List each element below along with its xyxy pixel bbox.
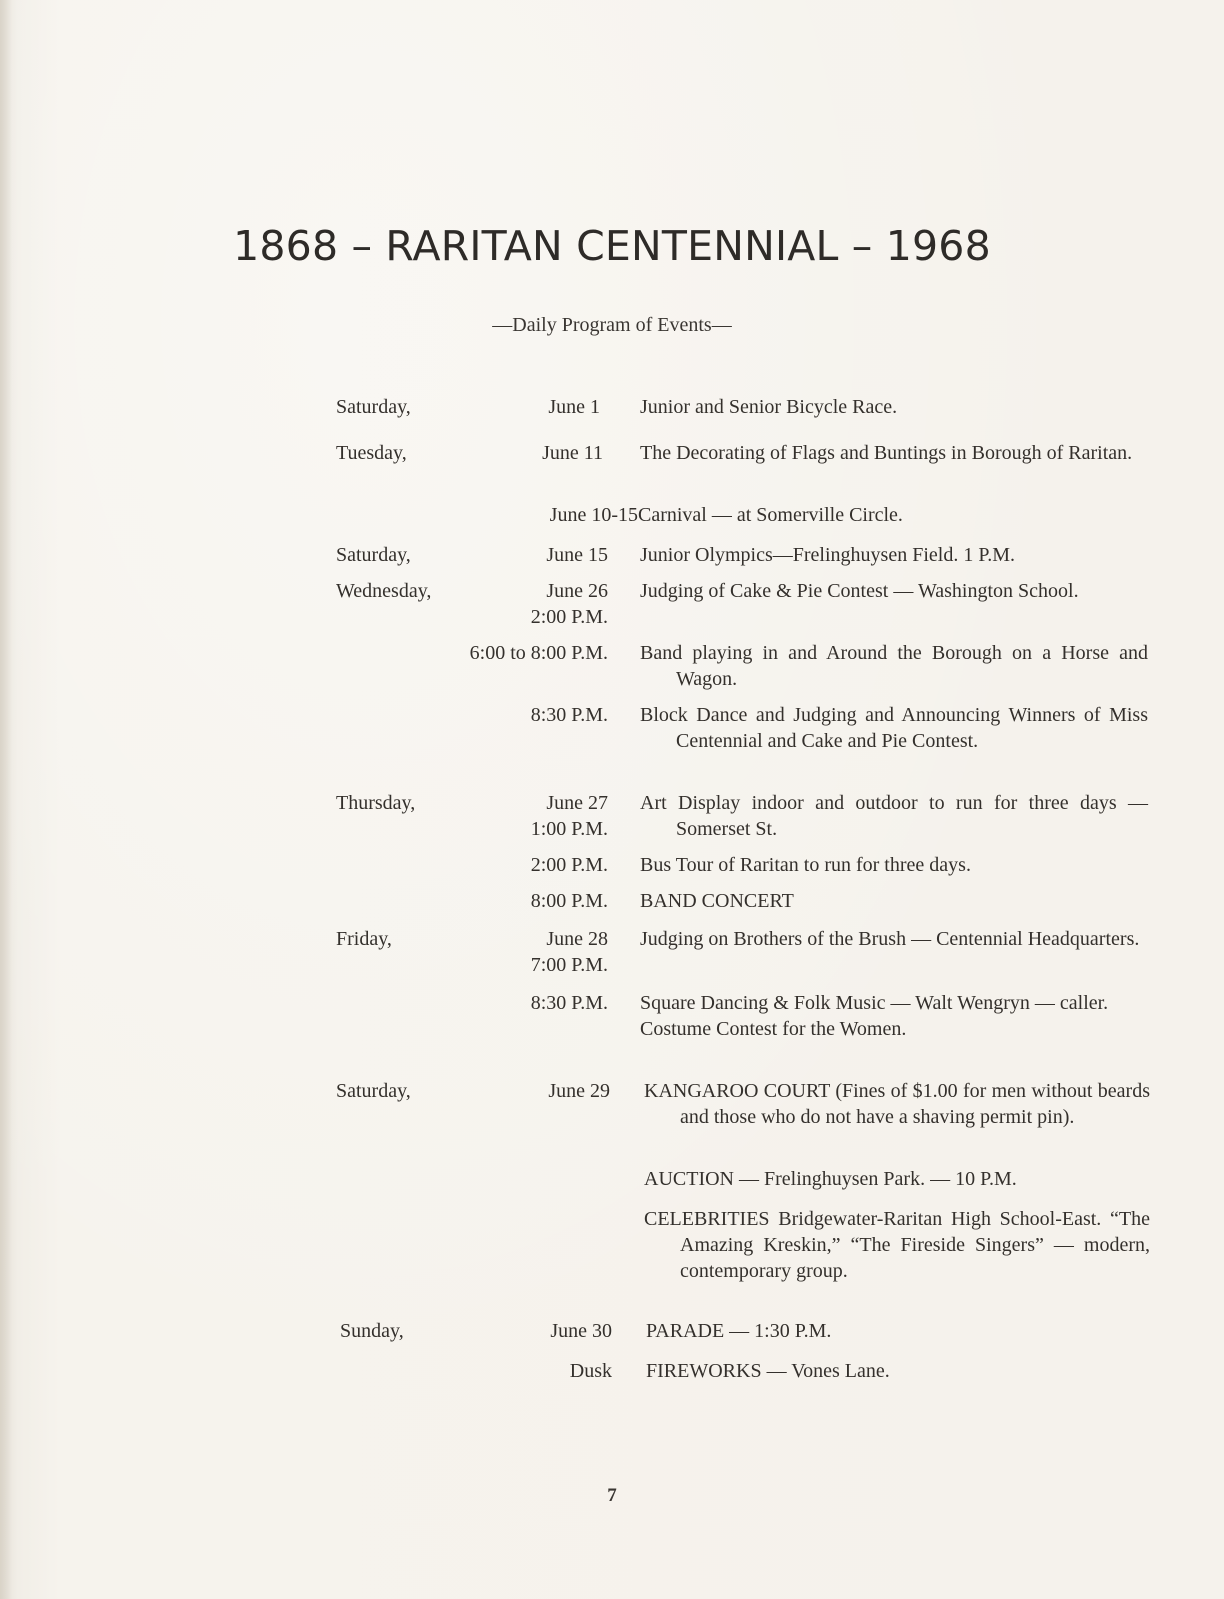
event-day: Thursday,: [336, 792, 416, 814]
event-time-line: 2:00 P.M.: [530, 606, 608, 628]
event-description-text: Square Dancing & Folk Music — Walt Wengryn — caller.: [640, 992, 1109, 1014]
event-time: [531, 990, 608, 1016]
event-time-line: June 27: [546, 792, 608, 814]
event-time-line: June 10-15: [549, 504, 638, 526]
event-description-text: Costume Contest for the Women.: [640, 1018, 907, 1040]
event-time: [570, 1358, 612, 1384]
event-description: [640, 790, 1148, 842]
page-subtitle: —Daily Program of Events—: [492, 314, 732, 336]
event-time: [531, 852, 608, 878]
event-description: [640, 852, 1148, 878]
event-time: [531, 888, 608, 914]
event-time-line: June 1: [548, 396, 600, 418]
event-description: [646, 1358, 1150, 1384]
event-description-text: Block Dance and Judging and Announcing Winners of Miss Centennial and Cake and Pie Contest.: [640, 704, 1148, 752]
event-time: [548, 1078, 610, 1104]
event-description-text: KANGAROO COURT (Fines of $1.00 for men without beards and those who do not have a shaving permit pin).: [644, 1080, 1150, 1128]
event-description: [640, 990, 1148, 1042]
event-description-text: The Decorating of Flags and Buntings in Borough of Raritan.: [640, 442, 1133, 464]
event-time-line: 2:00 P.M.: [530, 854, 608, 876]
event-description: [640, 926, 1148, 952]
event-time-line: 7:00 P.M.: [530, 954, 608, 976]
event-time: [542, 440, 603, 466]
event-time: [546, 542, 608, 568]
event-day: Tuesday,: [336, 442, 407, 464]
event-time-line: June 15: [546, 544, 608, 566]
event-time: [531, 702, 608, 728]
event-time-line: 6:00 to 8:00 P.M.: [469, 642, 608, 664]
event-day: Saturday,: [336, 544, 411, 566]
event-time-line: 1:00 P.M.: [530, 818, 608, 840]
event-time: [531, 790, 608, 842]
event-description-text: Judging of Cake & Pie Contest — Washington School.: [640, 580, 1079, 602]
event-description-text: CELEBRITIES Bridgewater-Raritan High School-East. “The Amazing Kreskin,” “The Fireside Singers” — modern, contemporary group.: [644, 1208, 1150, 1282]
event-time-line: June 29: [548, 1080, 610, 1102]
event-time: [470, 640, 608, 666]
event-description-text: Junior Olympics—Frelinghuysen Field. 1 P.M.: [640, 544, 1016, 566]
event-time: [531, 926, 608, 978]
page-number: 7: [607, 1485, 617, 1506]
event-day: Friday,: [336, 928, 392, 950]
event-description-text: AUCTION — Frelinghuysen Park. — 10 P.M.: [644, 1168, 1017, 1190]
page-title: 1868 – RARITAN CENTENNIAL – 1968: [233, 222, 991, 270]
event-time-line: 8:30 P.M.: [530, 992, 608, 1014]
event-description: [640, 542, 1148, 568]
event-time-line: 8:30 P.M.: [530, 704, 608, 726]
event-day: Saturday,: [336, 396, 411, 418]
event-description-text: FIREWORKS — Vones Lane.: [646, 1360, 890, 1382]
event-description-text: Judging on Brothers of the Brush — Centennial Headquarters.: [640, 928, 1140, 950]
event-description-text: Carnival — at Somerville Circle.: [638, 504, 903, 526]
event-description-text: Junior and Senior Bicycle Race.: [640, 396, 898, 418]
event-description: [644, 1206, 1150, 1284]
event-description: [638, 502, 1146, 528]
event-time-line: 8:00 P.M.: [530, 890, 608, 912]
event-description: [640, 578, 1148, 604]
event-time: [531, 578, 608, 630]
event-day: Wednesday,: [336, 580, 432, 602]
event-time: [550, 1318, 612, 1344]
event-day: Saturday,: [336, 1080, 411, 1102]
event-description-text: PARADE — 1:30 P.M.: [646, 1320, 832, 1342]
event-time-line: June 28: [546, 928, 608, 950]
event-description: [640, 888, 1148, 914]
event-time: [550, 502, 638, 528]
event-description: [644, 1166, 1150, 1192]
event-day: Sunday,: [340, 1320, 404, 1342]
event-description-text: Band playing in and Around the Borough on a Horse and Wagon.: [640, 642, 1148, 690]
event-time-line: June 26: [546, 580, 608, 602]
event-time: [548, 394, 600, 420]
event-time-line: Dusk: [569, 1360, 612, 1382]
event-description: [644, 1078, 1150, 1130]
event-description: [640, 394, 1148, 420]
event-description-text: Bus Tour of Raritan to run for three days.: [640, 854, 971, 876]
event-description: [640, 440, 1148, 466]
event-description-text: BAND CONCERT: [640, 890, 794, 912]
event-time-line: June 11: [542, 442, 603, 464]
event-description: [640, 702, 1148, 754]
event-description: [640, 640, 1148, 692]
event-description: [646, 1318, 1150, 1344]
event-time-line: June 30: [550, 1320, 612, 1342]
event-description-text: Art Display indoor and outdoor to run for three days — Somerset St.: [640, 792, 1148, 840]
